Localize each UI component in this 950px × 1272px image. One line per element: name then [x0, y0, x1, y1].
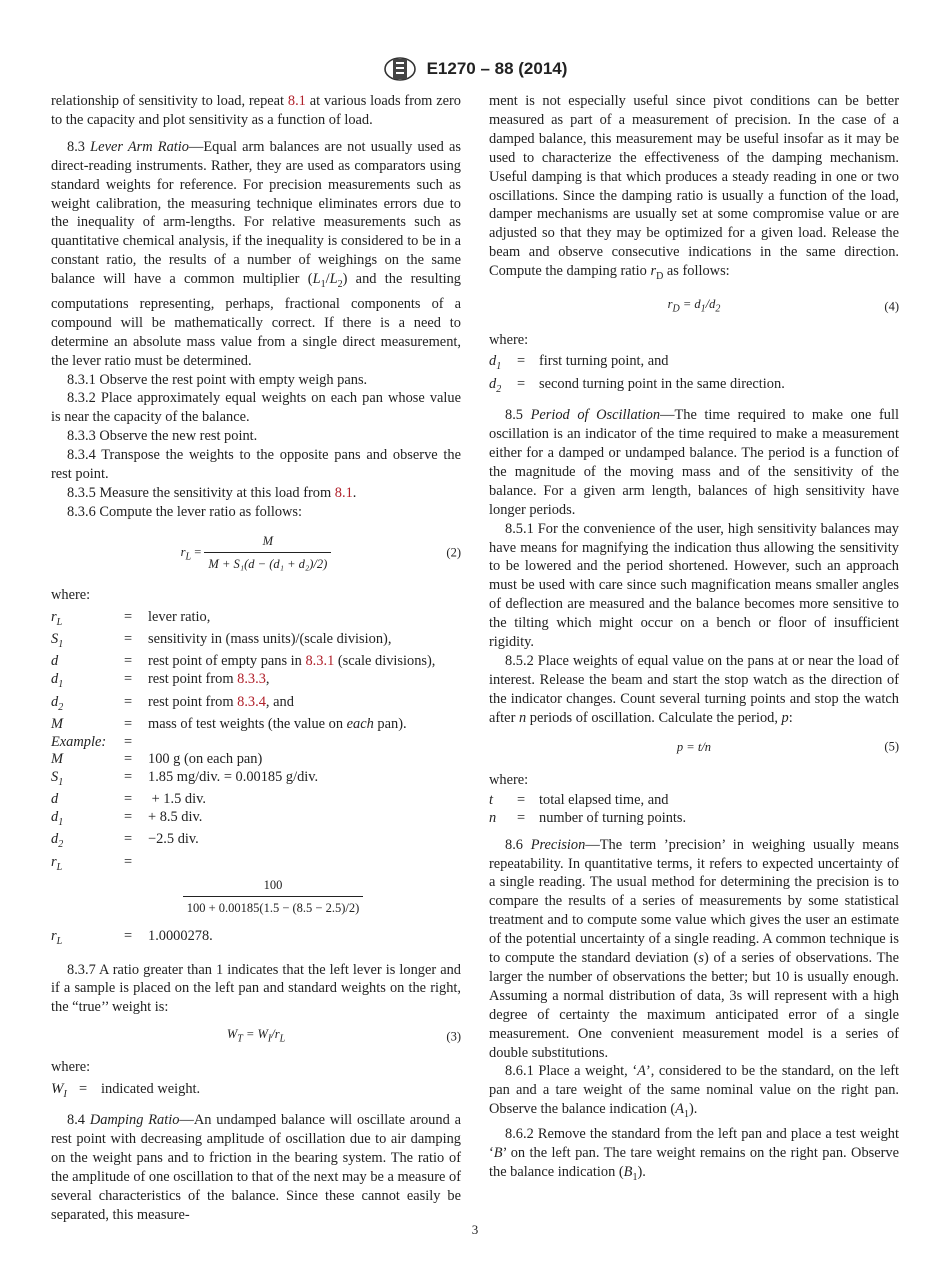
def-row: M = 100 g (on each pan) [51, 751, 263, 768]
section-8-6: 8.6 Precision—The term ’precision’ in weighing usually means repeatability. In quantitative terms, it refers to expected uncertainty of a single reading. The usual method for determining the precision is to compare the results of a series of measurements by some statistical treatment and to compute some value which gives the user an estimate of the potential uncertainty of a single reading. A common technique is to compute the standard deviation (s) of a series of observations. The larger the number of observations the better; but 10 is usually enough. Assuming a normal distribution of data, 3s will represent with a high degree of certainty the maximum anticipated error of a single measurement. One convenient measurement model is a series of double substitutions. [489, 836, 899, 1061]
def-row: n = number of turning points. [489, 810, 687, 826]
section-8-3-4: 8.3.4 Transpose the weights to the opposite pans and observe the rest point. [51, 447, 461, 483]
section-8-3-1: 8.3.1 Observe the rest point with empty weigh pans. [67, 371, 368, 388]
section-8-3: 8.3 Lever Arm Ratio—Equal arm balances are not usually used as direct-reading instruments. Rather, they are used as comparators using standard weights for reference. For precision measurements such as weight calibration, the measuring technique eliminates errors due to the inequality of arm-lengths. For relative measurements such as quantitative chemical analysis, if the inequality is considered to be in a constant ratio, the results of a number of weighings on the same balance will have a common multiplier $(L_1/L_2)$ and the resulting computations representing, perhaps, fractional components of a compound will be mathematically correct. If there is a need to determine an absolute mass value from a single direct measurement, the lever ratio must be determined. [51, 138, 461, 369]
ref-link[interactable]: 8.3.1 [305, 653, 335, 670]
def-row: $d_1$ = + 8.5 div. [51, 808, 203, 828]
def-row: $d_2$ = −2.5 div. [51, 831, 199, 851]
def-row: $r_L$ = [51, 853, 133, 873]
def-row: $S_1$ = sensitivity in (mass units)/(scale division), [51, 631, 392, 650]
section-8-3-2: 8.3.2 Place approximately equal weights on each pan whose value is near the capacity of the balance. [51, 390, 461, 426]
def-row: $d_1$ = first turning point, and [489, 353, 669, 373]
damping-continued: ment is not especially useful since pivot conditions can be better measured as part of a measurement of precision. In the case of a damped balance, this measurement may be useful insofar as it may be used to characterize the effectiveness of the damping mechanism. Useful damping is that which produces a steady reading in one or two oscillations. Since the damping ratio is usually a function of the load, damper mechanisms are usually set at some compromise value or are adjusted so that they may be optimized for a given load. Release the beam and observe consecutive indications in the same direction. Compute the damping ratio $r_D$ as follows: [489, 93, 899, 283]
section-8-5-2: 8.5.2 Place weights of equal value on the pans at or near the load of interest. Release the beam and start the stop watch as the direction of the indicator changes. Count several turning points and stop the watch after n periods of oscillation. Calculate the period, p: [489, 652, 899, 726]
def-row: $r_L$ = lever ratio, [51, 608, 211, 628]
section-8-5-1: 8.5.1 For the convenience of the user, high sensitivity balances may have means for magnifying the indication thus allowing the sensitivity to be lowered and the period shortened. However, such an approach must be used with care since such magnification means smaller angles of deflection are measured and the balance becomes more sensitive to the tilting which might occur on a bench or floor of insufficient rigidity. [489, 520, 899, 651]
equation-4: $r_D = d_1/d_2$ (4) [489, 295, 899, 319]
def-row: $S_1$ = 1.85 mg/div. = 0.00185 g/div. [51, 768, 319, 788]
def-row: $d_2$ = second turning point in the same direction. [489, 375, 785, 395]
where-label: where: [489, 771, 529, 788]
section-8-6-1: 8.6.1 Place a weight, ‘A’, considered to be the standard, on the left pan and a tare weight of the same nominal value on the right pan. Observe the balance indication $(A_1)$. [489, 1063, 900, 1121]
ref-link[interactable]: 8.1 [334, 485, 353, 501]
variable-definitions [51, 609, 461, 877]
section-8-6-2: 8.6.2 Remove the standard from the left pan and place a test weight ‘B’ on the left pan. The tare weight remains on the right pan. Observe the balance indication $(B_1)$. [489, 1126, 899, 1183]
def-row: Example: = [51, 733, 133, 750]
equation-number: (3) [446, 1030, 461, 1044]
wi-definition: $W_I$ = indicated weight. [51, 1080, 201, 1100]
equation-number: (5) [884, 739, 899, 754]
section-8-3-6: 8.3.6 Compute the lever ratio as follows: [67, 503, 303, 520]
equation-number: (2) [446, 545, 461, 560]
where-label: where: [489, 332, 529, 349]
result-row: $r_L$ = 1.0000278. [51, 928, 213, 947]
equation-2: $r_L$ = $\frac{M}{\text{M + S₁(d − (d₁ + d₂)/2)}}$ (2) [180, 533, 461, 571]
section-8-5: 8.5 Period of Oscillation—The time required to make one full oscillation is an indicator of the time required to make a measurement either for a damped or undamped balance. The period is a function of the magnitude of the moving mass and of the sensitivity of the balance. For a given arm length, balances of high sensitivity have longer periods. [489, 407, 899, 518]
where-label: where: [51, 1058, 91, 1075]
intro-paragraph: relationship of sensitivity to load, repeat 8.1 at various loads from zero to the capacity and plot sensitivity as a function of load. [51, 93, 461, 128]
section-8-3-3: 8.3.3 Observe the new rest point. [67, 428, 258, 445]
section-title: Period of Oscillation [530, 407, 661, 424]
page-header [0, 56, 950, 82]
def-row: d = rest point of empty pans in 8.3.1 (scale divisions), [51, 653, 436, 670]
page-number: 3 [471, 1222, 479, 1237]
right-column [489, 92, 899, 1188]
section-8-3-5: 8.3.5 Measure the sensitivity at this load from 8.1. [67, 485, 357, 501]
section-title: Lever Arm Ratio [90, 138, 189, 155]
section-title: Damping Ratio [89, 1112, 180, 1129]
def-row: t = total elapsed time, and [489, 792, 669, 809]
section-8-3-7: 8.3.7 A ratio greater than 1 indicates that the left lever is longer and if a sample is placed on the left pan and standard weights on the right, the “true’’ weight is: [51, 961, 461, 1016]
left-column [51, 92, 461, 1225]
equation-number: (4) [884, 299, 899, 314]
def-row: $d_2$ = rest point from 8.3.4, and [51, 693, 294, 713]
ref-link[interactable]: 8.3.4 [237, 693, 266, 710]
ref-link[interactable]: 8.1 [287, 93, 306, 109]
ref-link[interactable]: 8.3.3 [237, 671, 266, 688]
section-title: Precision [530, 836, 586, 853]
document-id: E1270 – 88 (2014) [426, 59, 568, 78]
section-8-4: 8.4 Damping Ratio—An undamped balance will oscillate around a rest point with decreasing amplitude of oscillation due to air damping on the weight pans and to friction in the bearing system. The ratio of the amplitude of one oscillation to that of the next may be a measure of several characteristics of the balance. Since these cannot easily be separated, this measure- [51, 1112, 462, 1223]
damping-definitions [489, 353, 899, 398]
example-fraction: $\frac{100}{100 + 0.00185(1.5 - (8.5 - 2.5)/2)}$ [51, 876, 461, 918]
def-row: $d_1$ = rest point from 8.3.3, [51, 671, 270, 690]
period-definitions [489, 792, 899, 827]
where-label: where: [51, 586, 91, 603]
astm-logo-icon [383, 56, 417, 82]
equation-5: p = t/n (5) [489, 738, 899, 757]
equation-3: $W_T = W_I/r_L$ (3) [51, 1025, 461, 1049]
def-row: M = mass of test weights (the value on each pan). [51, 716, 407, 732]
def-row: d = + 1.5 div. [51, 791, 206, 808]
